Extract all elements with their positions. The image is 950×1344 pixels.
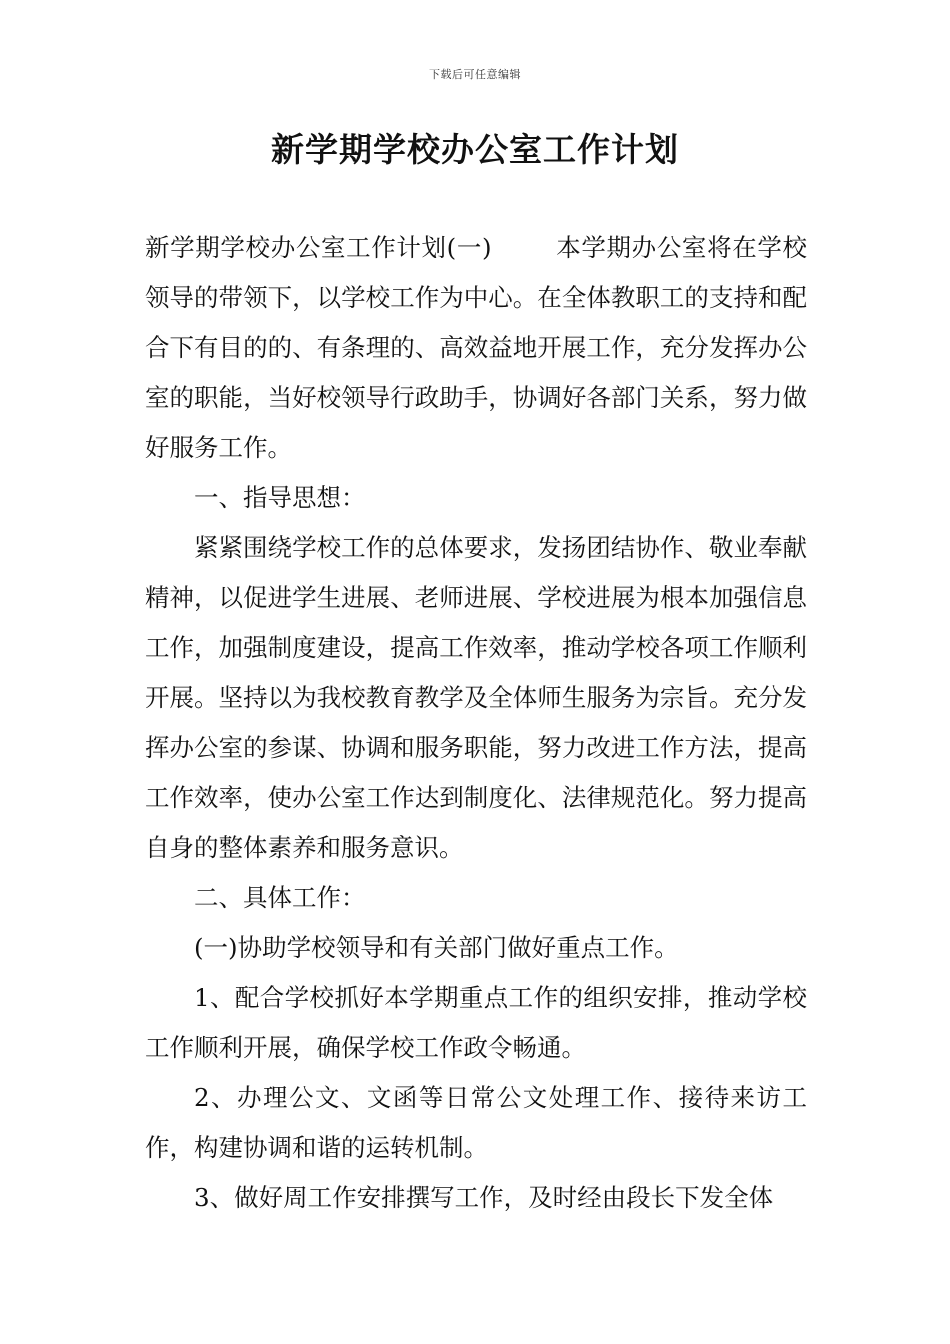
list-item-3: 3、做好周工作安排撰写工作，及时经由段长下发全体 — [194, 1183, 774, 1212]
list-item-2: 2、办理公文、文函等日常公文处理工作、接待来访工作，构建协调和谐的运转机制。 — [145, 1083, 807, 1162]
document-body — [145, 223, 807, 1223]
intro-paragraph — [145, 223, 807, 473]
paragraph-guiding-thought: 紧紧围绕学校工作的总体要求，发扬团结协作、敬业奉献精神，以促进学生进展、老师进展、学校进展为根本加强信息工作，加强制度建设，提高工作效率，推动学校各项工作顺利开展。坚持以为我校教育教学及全体师生服务为宗旨。充分发挥办公室的参谋、协调和服务职能，努力改进工作方法，提高工作效率，使办公室工作达到制度化、法律规范化。努力提高自身的整体素养和服务意识。 — [145, 533, 807, 862]
document-title: 新学期学校办公室工作计划 — [271, 130, 679, 169]
subsection-heading-assist-leaders: (一)协助学校领导和有关部门做好重点工作。 — [194, 933, 679, 962]
list-item-1: 1、配合学校抓好本学期重点工作的组织安排，推动学校工作顺利开展，确保学校工作政令畅通。 — [145, 983, 807, 1062]
intro-heading: 新学期学校办公室工作计划(一) — [145, 233, 492, 262]
section-heading-guiding-thought: 一、指导思想： — [194, 483, 366, 512]
section-heading-specific-work: 二、具体工作： — [194, 883, 366, 912]
intro-text: 本学期办公室将在学校领导的带领下，以学校工作为中心。在全体教职工的支持和配合下有目的的、有条理的、高效益地开展工作，充分发挥办公室的职能，当好校领导行政助手，协调好各部门关系，努力做好服务工作。 — [145, 233, 807, 462]
header-note: 下载后可任意编辑 — [429, 68, 521, 81]
